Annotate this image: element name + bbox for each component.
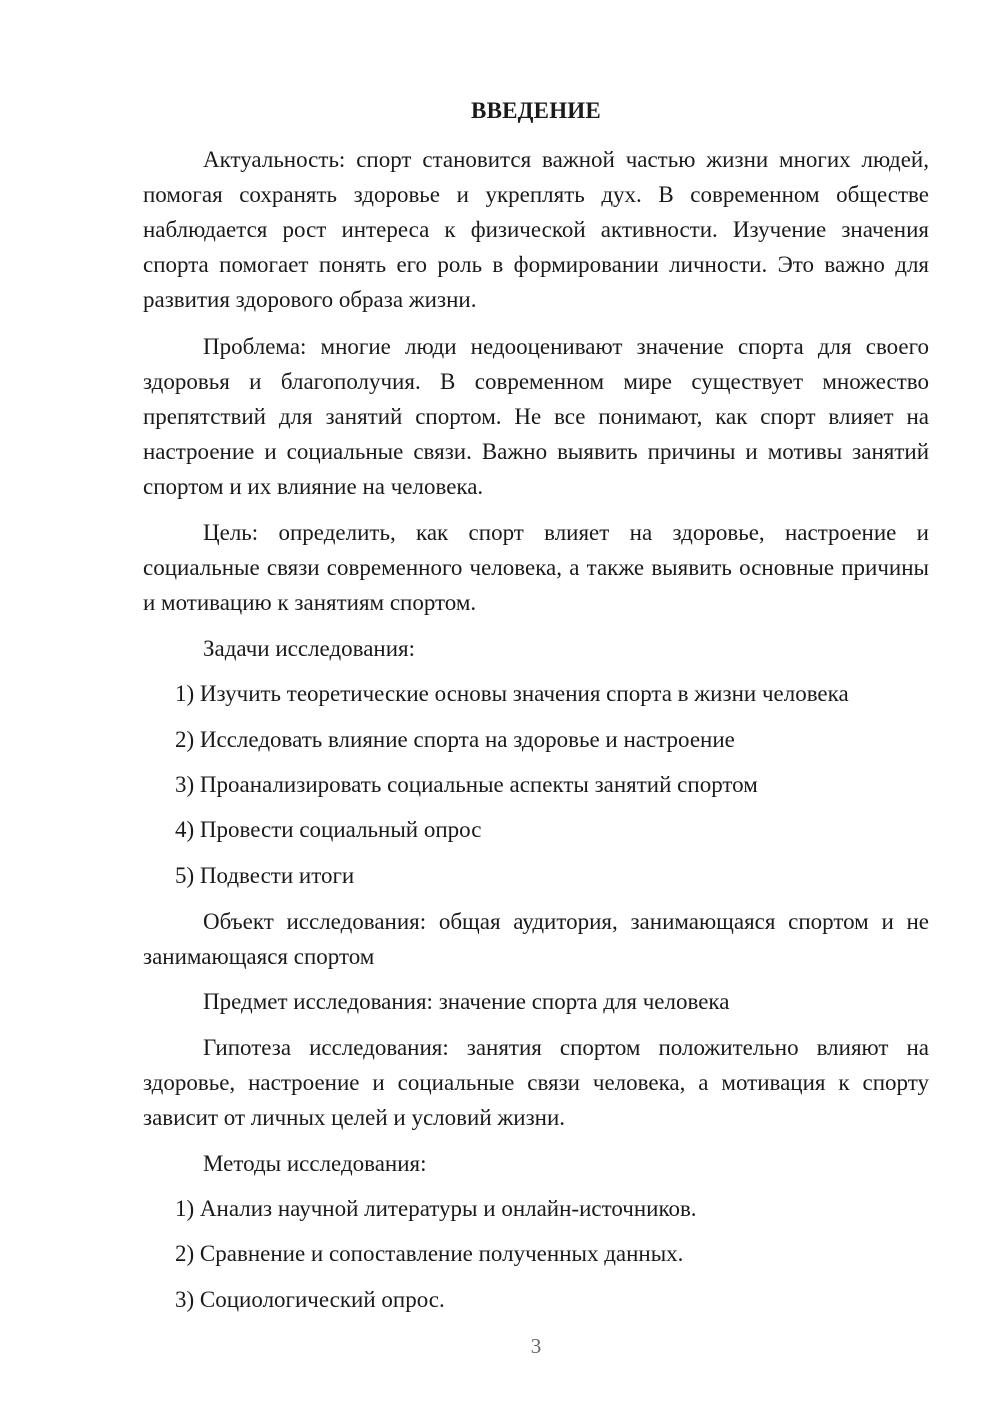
task-item-1: 1) Изучить теоретические основы значения спорта в жизни человека xyxy=(175,681,849,706)
paragraph-problem: Проблема: многие люди недооценивают значение спорта для своего здоровья и благополучия. В современном мире существует множество препятствий для занятий спортом. Не все понимают, как спорт влияет на настроение и социальные связи. Важно выявить причины и мотивы занятий спортом и их влияние на человека. xyxy=(143,334,929,499)
task-item-5: 5) Подвести итоги xyxy=(175,863,355,888)
paragraph-subject: Предмет исследования: значение спорта для человека xyxy=(203,989,730,1014)
method-item-3: 3) Социологический опрос. xyxy=(175,1287,445,1312)
document-page xyxy=(143,0,929,1414)
task-item-4: 4) Провести социальный опрос xyxy=(175,817,482,842)
paragraph-goal: Цель: определить, как спорт влияет на здоровье, настроение и социальные связи современного человека, а также выявить основные причины и мотивацию к занятиям спортом. xyxy=(143,520,929,615)
method-item-2: 2) Сравнение и сопоставление полученных данных. xyxy=(175,1241,684,1266)
method-item-1: 1) Анализ научной литературы и онлайн-источников. xyxy=(175,1196,697,1221)
paragraph-object: Объект исследования: общая аудитория, занимающаяся спортом и не занимающаяся спортом xyxy=(143,909,929,969)
paragraph-hypothesis: Гипотеза исследования: занятия спортом положительно влияют на здоровье, настроение и социальные связи человека, а мотивация к спорту зависит от личных целей и условий жизни. xyxy=(143,1035,929,1130)
tasks-heading: Задачи исследования: xyxy=(203,636,416,661)
methods-heading: Методы исследования: xyxy=(203,1151,427,1176)
paragraph-actuality: Актуальность: спорт становится важной частью жизни многих людей, помогая сохранять здоровье и укреплять дух. В современном обществе наблюдается рост интереса к физической активности. Изучение значения спорта помогает понять его роль в формировании личности. Это важно для развития здорового образа жизни. xyxy=(143,147,929,312)
task-item-3: 3) Проанализировать социальные аспекты занятий спортом xyxy=(175,772,758,797)
section-title: ВВЕДЕНИЕ xyxy=(471,98,601,123)
page-number: 3 xyxy=(530,1334,542,1358)
task-item-2: 2) Исследовать влияние спорта на здоровье и настроение xyxy=(175,727,735,752)
